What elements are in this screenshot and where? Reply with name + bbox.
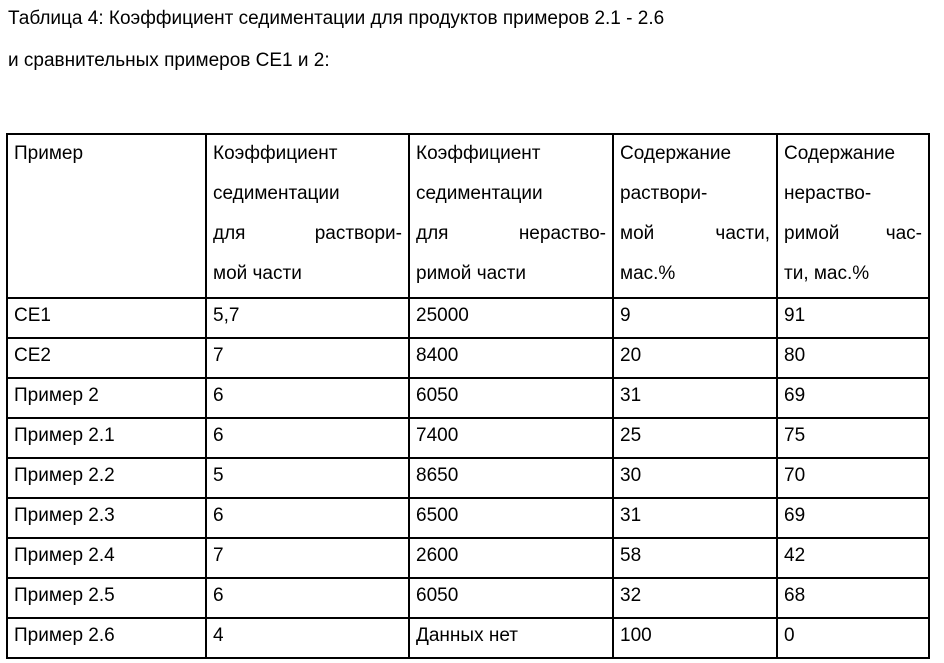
header-line: седиментации [213,177,402,217]
table-cell: 30 [613,458,777,498]
table-cell: 6 [206,578,409,618]
header-line: римой части [416,257,606,297]
table-cell: 42 [777,538,929,578]
table-cell: 25 [613,418,777,458]
table-cell: 58 [613,538,777,578]
header-line: раствори- [620,177,770,217]
table-row [7,538,929,578]
header-line: Содержание [784,137,922,177]
header-line: для нераство- [416,217,606,257]
table-cell: 31 [613,498,777,538]
table-cell: 7 [206,338,409,378]
table-cell: 25000 [409,298,613,338]
header-line: седиментации [416,177,606,217]
table-cell: 69 [777,378,929,418]
header-line: римой час- [784,217,922,257]
table-cell: 8650 [409,458,613,498]
header-cell [206,134,409,298]
table-cell: 0 [777,618,929,658]
table-cell: 2600 [409,538,613,578]
table-cell: 6050 [409,378,613,418]
table-row [7,498,929,538]
table-cell: 100 [613,618,777,658]
table-cell: 20 [613,338,777,378]
header-cell [409,134,613,298]
table-row [7,618,929,658]
table-cell: 91 [777,298,929,338]
table-cell: 70 [777,458,929,498]
table-row [7,338,929,378]
table-row [7,378,929,418]
header-line: Коэффициент [213,137,402,177]
header-line: Пример [14,137,199,177]
table-cell: Пример 2.1 [7,418,206,458]
table-cell: 7 [206,538,409,578]
table-cell: 6 [206,378,409,418]
header-line: Содержание [620,137,770,177]
header-line: для раствори- [213,217,402,257]
table-row [7,418,929,458]
table-cell: 4 [206,618,409,658]
table-cell: 8400 [409,338,613,378]
table-cell: 6 [206,498,409,538]
header-line [14,257,199,297]
table-cell: Пример 2.5 [7,578,206,618]
sedimentation-table [6,133,930,659]
table-row [7,578,929,618]
table-cell: 6 [206,418,409,458]
header-line [14,177,199,217]
table-cell: 6050 [409,578,613,618]
header-line: Коэффициент [416,137,606,177]
table-cell: Данных нет [409,618,613,658]
table-cell: 69 [777,498,929,538]
table-cell: 32 [613,578,777,618]
table-row [7,458,929,498]
header-line: нераство- [784,177,922,217]
table-cell: Пример 2 [7,378,206,418]
table-cell: 75 [777,418,929,458]
table-caption-line-1: Таблица 4: Коэффициент седиментации для продуктов примеров 2.1 - 2.6 [8,8,664,30]
header-cell [777,134,929,298]
table-cell: 68 [777,578,929,618]
table-cell: Пример 2.2 [7,458,206,498]
table-cell: 5 [206,458,409,498]
table-row [7,298,929,338]
header-line [14,217,199,257]
table-cell: Пример 2.3 [7,498,206,538]
table-cell: 6500 [409,498,613,538]
header-line: ти, мас.% [784,257,922,297]
table-cell: 80 [777,338,929,378]
table-cell: Пример 2.4 [7,538,206,578]
table-cell: 5,7 [206,298,409,338]
header-row [7,134,929,298]
header-cell [7,134,206,298]
table-cell: 31 [613,378,777,418]
header-line: мас.% [620,257,770,297]
table-cell: 7400 [409,418,613,458]
table-caption-line-2: и сравнительных примеров CE1 и 2: [8,50,330,72]
table-cell: CE2 [7,338,206,378]
table-cell: Пример 2.6 [7,618,206,658]
header-line: мой части [213,257,402,297]
header-line: мой части, [620,217,770,257]
table-cell: 9 [613,298,777,338]
header-cell [613,134,777,298]
table-cell: CE1 [7,298,206,338]
